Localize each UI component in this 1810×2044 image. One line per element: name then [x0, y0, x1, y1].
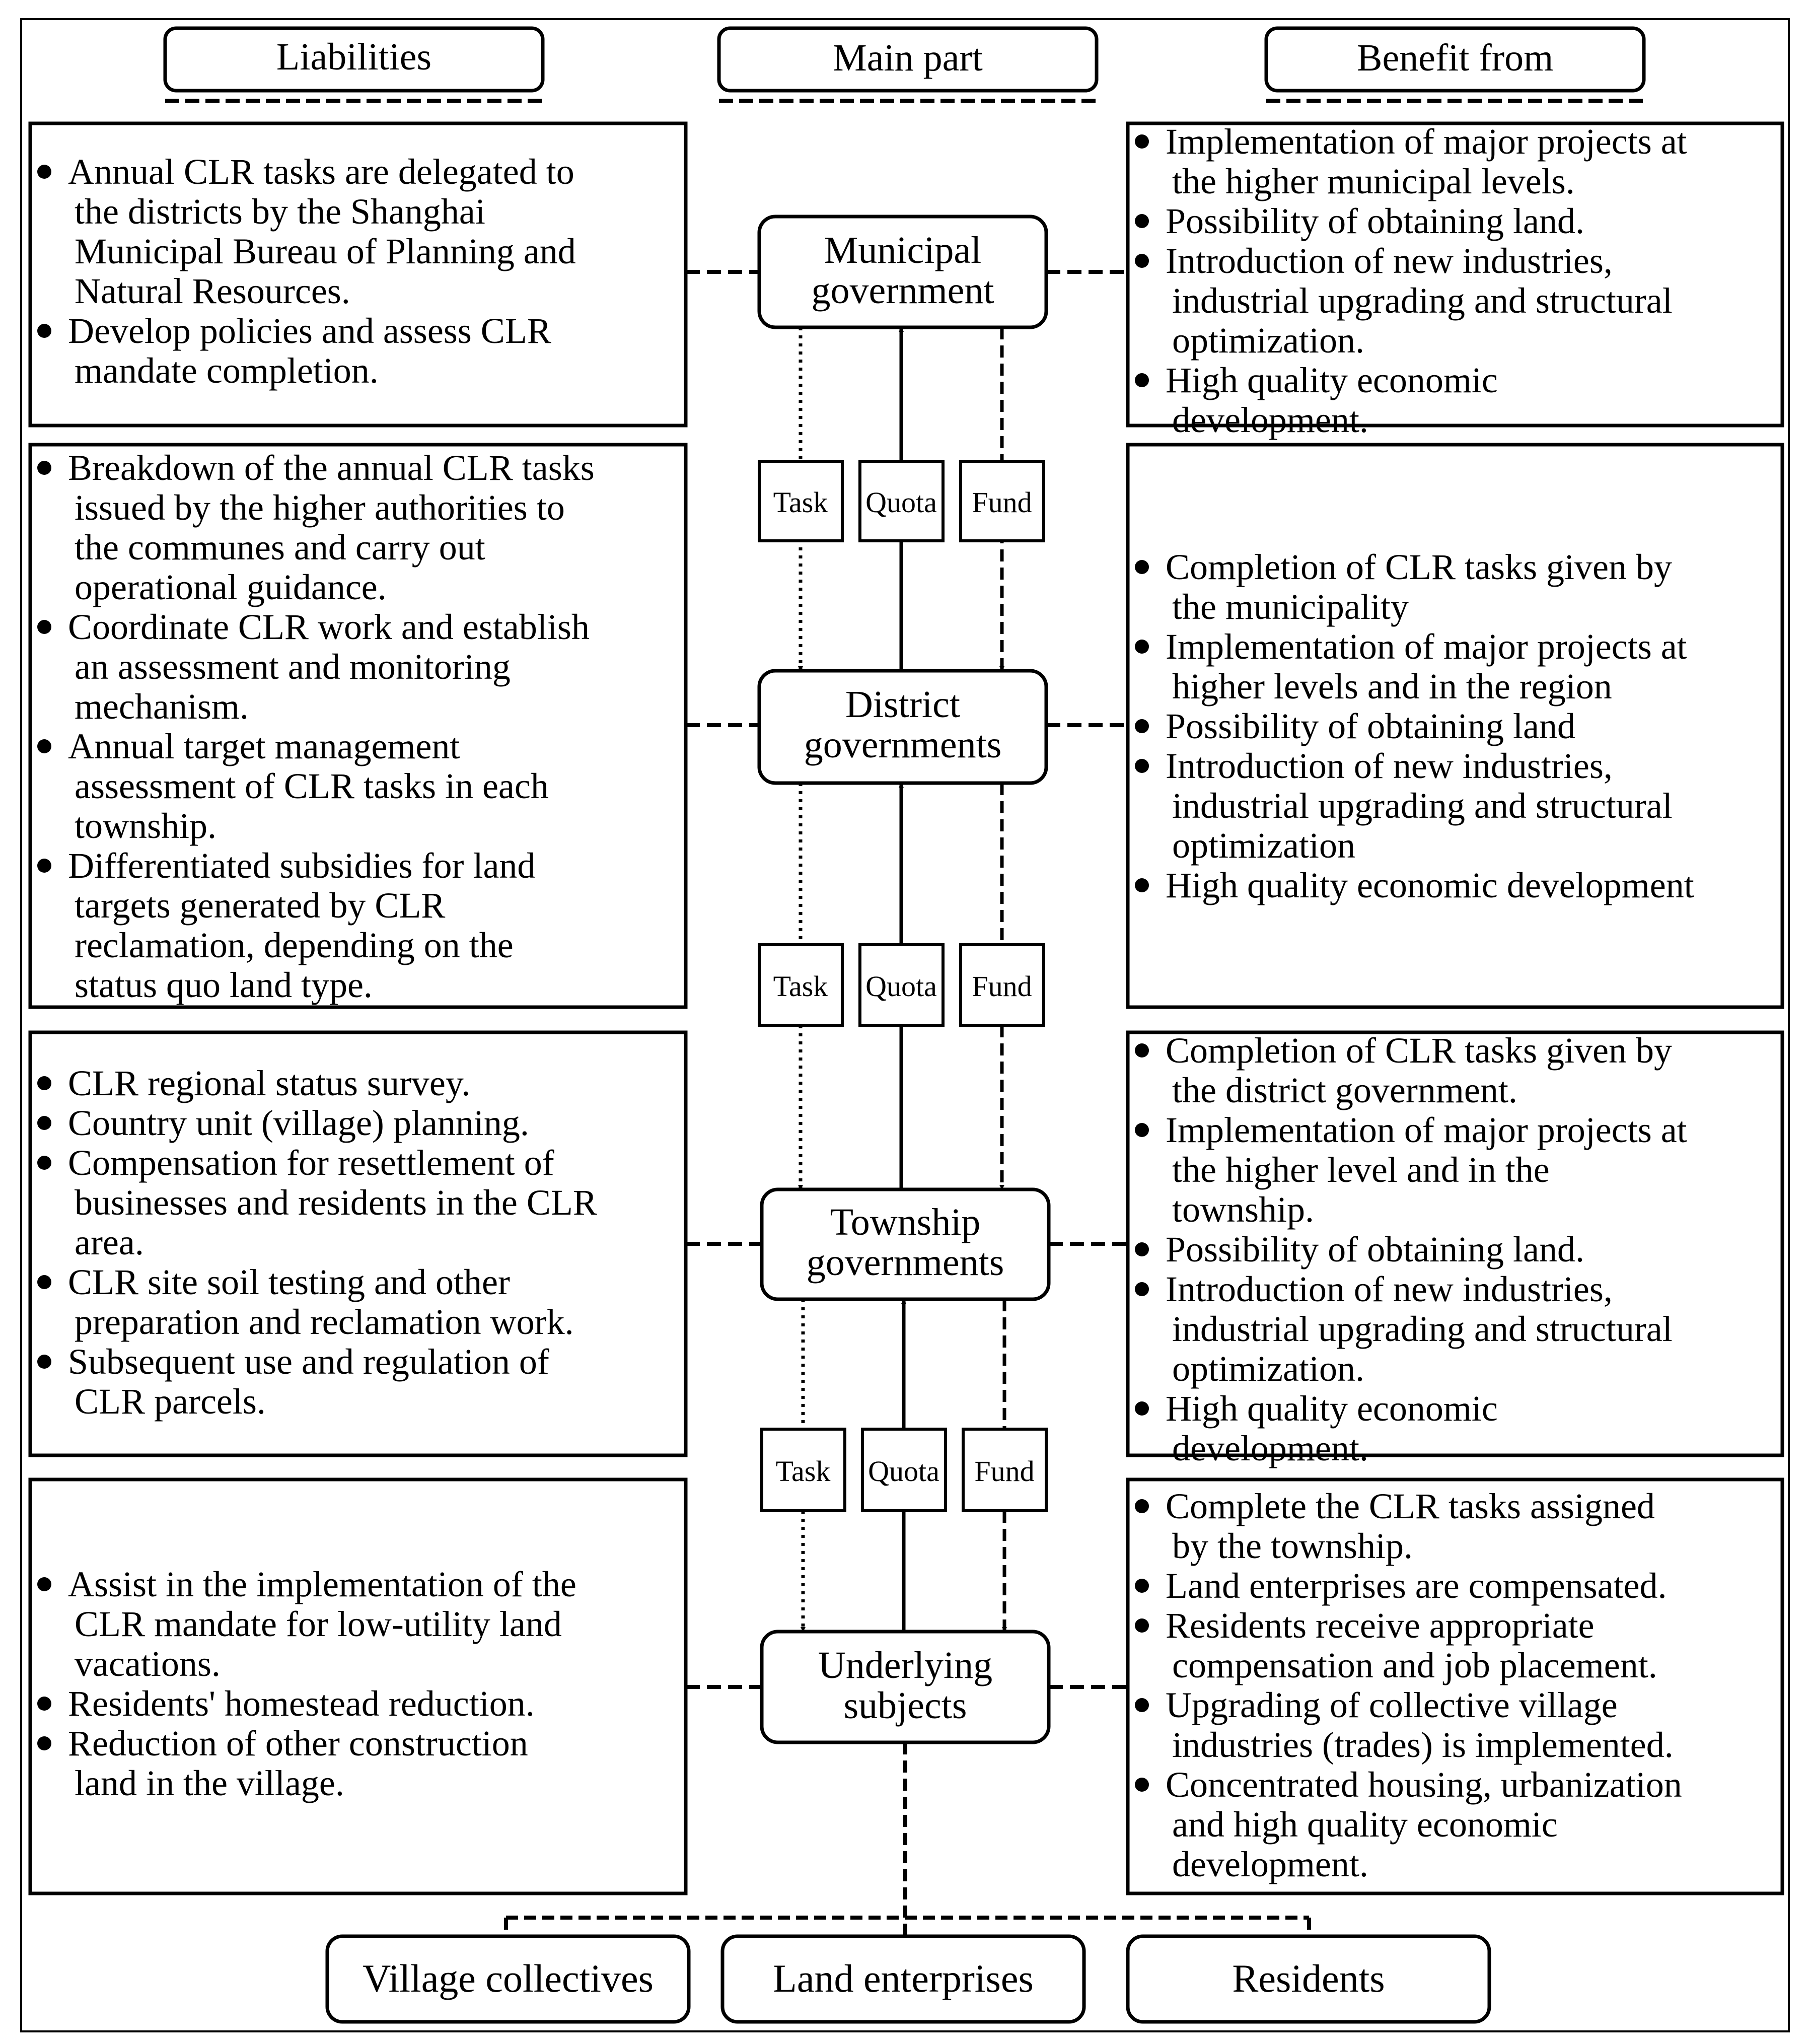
bullet-line: mandate completion. [75, 350, 379, 391]
bullet-line: compensation and job placement. [1172, 1645, 1657, 1685]
bullet-line: industrial upgrading and structural [1172, 1309, 1673, 1349]
bullet-line: High quality economic development [1166, 865, 1694, 905]
bullet-icon [1135, 1282, 1149, 1296]
bullet-line: higher levels and in the region [1172, 666, 1612, 707]
bullet-line: CLR mandate for low-utility land [75, 1604, 562, 1644]
bullet-icon [1135, 254, 1149, 268]
bullet-line: development. [1172, 400, 1368, 440]
bullet-line: Country unit (village) planning. [68, 1103, 529, 1143]
entity-land-enterprises-label: Land enterprises [773, 1956, 1034, 2000]
bullet-line: Concentrated housing, urbanization [1166, 1765, 1682, 1805]
bullet-icon [1135, 134, 1149, 149]
node-township-governments [762, 1189, 1049, 1299]
bullet-line: Natural Resources. [75, 271, 350, 311]
bullet-icon [1135, 214, 1149, 228]
bullet-line: development. [1172, 1428, 1368, 1468]
fund-label: Fund [972, 486, 1032, 519]
bullet-icon [37, 1156, 51, 1170]
bullet-line: by the township. [1172, 1526, 1413, 1566]
bullet-line: Completion of CLR tasks given by [1166, 1030, 1672, 1071]
bullet-line: operational guidance. [75, 567, 387, 607]
bullet-line: Implementation of major projects at [1166, 626, 1687, 667]
bullet-icon [1135, 719, 1149, 733]
bullet-line: Completion of CLR tasks given by [1166, 547, 1672, 587]
bullet-icon [1135, 1579, 1149, 1593]
bullet-line: Possibility of obtaining land. [1166, 1229, 1585, 1270]
bullet-line: area. [75, 1222, 144, 1262]
node-underlying-subjects [762, 1632, 1049, 1742]
bullet-line: Annual CLR tasks are delegated to [68, 152, 574, 192]
header-benefit-from-label: Benefit from [1356, 37, 1554, 79]
bullet-line: an assessment and monitoring [75, 647, 511, 687]
bullet-icon [1135, 1499, 1149, 1513]
bullet-line: and high quality economic [1172, 1804, 1558, 1845]
bullet-icon [37, 1577, 51, 1591]
bullet-line: Introduction of new industries, [1166, 1269, 1613, 1309]
bullet-line: Upgrading of collective village [1166, 1685, 1618, 1725]
bullet-line: Annual target management [68, 726, 460, 766]
bullet-line: businesses and residents in the CLR [75, 1182, 597, 1223]
node-municipal-line1: Municipal [824, 229, 982, 271]
bullet-line: the communes and carry out [75, 527, 485, 568]
bullet-line: development. [1172, 1844, 1368, 1884]
bullet-line: the districts by the Shanghai [75, 191, 485, 232]
bullet-line: status quo land type. [75, 965, 373, 1005]
bullet-line: Residents' homestead reduction. [68, 1683, 535, 1724]
bullet-line: Complete the CLR tasks assigned [1166, 1486, 1655, 1526]
bullet-line: Implementation of major projects at [1166, 1110, 1687, 1150]
bullet-icon [1135, 878, 1149, 892]
task-label: Task [773, 970, 828, 1003]
bullet-line: targets generated by CLR [75, 885, 446, 926]
bullet-line: the higher level and in the [1172, 1150, 1550, 1190]
bullet-line: land in the village. [75, 1763, 344, 1803]
bullet-line: Differentiated subsidies for land [68, 845, 536, 886]
bullet-icon [1135, 1698, 1149, 1712]
bullet-line: optimization. [1172, 320, 1364, 361]
fund-label: Fund [974, 1455, 1035, 1488]
bullet-line: vacations. [75, 1644, 221, 1684]
bullet-line: Possibility of obtaining land [1166, 706, 1576, 746]
bullet-icon [37, 461, 51, 475]
bullet-icon [1135, 1123, 1149, 1137]
bullet-line: Municipal Bureau of Planning and [75, 231, 576, 271]
bullet-line: preparation and reclamation work. [75, 1302, 574, 1342]
node-township-line2: governments [806, 1241, 1004, 1284]
bullet-line: mechanism. [75, 686, 249, 727]
entity-village-collectives [327, 1936, 689, 2022]
fund-label: Fund [972, 970, 1032, 1003]
bullet-line: Implementation of major projects at [1166, 121, 1687, 162]
bullet-icon [1135, 560, 1149, 574]
bullet-line: township. [75, 806, 217, 846]
entity-residents [1128, 1936, 1489, 2022]
bullet-icon [37, 1076, 51, 1090]
node-underlying-line1: Underlying [818, 1644, 993, 1686]
flow-labels-row1 [759, 461, 1044, 541]
bullet-icon [37, 1275, 51, 1289]
quota-label: Quota [865, 486, 937, 519]
quota-label: Quota [868, 1455, 939, 1488]
bullet-line: assessment of CLR tasks in each [75, 766, 549, 806]
bullet-line: issued by the higher authorities to [75, 487, 565, 528]
bullet-line: Reduction of other construction [68, 1723, 528, 1764]
header-liabilities [165, 28, 543, 101]
bullet-icon [1135, 1242, 1149, 1256]
bullet-line: the district government. [1172, 1070, 1517, 1110]
bullet-line: CLR regional status survey. [68, 1063, 471, 1103]
bullet-line: Coordinate CLR work and establish [68, 607, 590, 647]
bullet-line: Subsequent use and regulation of [68, 1342, 549, 1382]
bullet-icon [1135, 1043, 1149, 1058]
flow-labels-row3 [762, 1429, 1046, 1511]
bullet-line: Residents receive appropriate [1166, 1605, 1595, 1646]
bullet-line: Develop policies and assess CLR [68, 311, 551, 351]
bullet-icon [1135, 1618, 1149, 1633]
bullet-icon [37, 859, 51, 873]
bullet-line: the municipality [1172, 587, 1409, 627]
node-district-line2: governments [804, 724, 1002, 766]
node-underlying-line2: subjects [843, 1684, 967, 1727]
task-label: Task [775, 1455, 831, 1488]
entity-residents-label: Residents [1232, 1956, 1385, 2000]
header-main-part [719, 28, 1097, 101]
bullet-line: Introduction of new industries, [1166, 746, 1613, 786]
bullet-icon [37, 165, 51, 179]
bullet-line: industrial upgrading and structural [1172, 786, 1673, 826]
bullet-icon [1135, 759, 1149, 773]
bullet-line: CLR parcels. [75, 1381, 266, 1422]
bullet-icon [37, 1736, 51, 1750]
bullet-icon [37, 1697, 51, 1711]
node-municipal-government [759, 217, 1046, 327]
bullet-icon [37, 739, 51, 753]
node-district-line1: District [845, 683, 960, 726]
quota-label: Quota [865, 970, 937, 1003]
node-municipal-line2: government [811, 269, 994, 312]
header-liabilities-label: Liabilities [276, 36, 432, 78]
bullet-line: Land enterprises are compensated. [1166, 1566, 1667, 1606]
bullet-line: optimization. [1172, 1349, 1364, 1389]
bullet-line: township. [1172, 1189, 1315, 1230]
entity-land-enterprises [722, 1936, 1084, 2022]
bullet-line: High quality economic [1166, 360, 1498, 400]
bullet-icon [1135, 1401, 1149, 1416]
bullet-icon [37, 620, 51, 634]
task-label: Task [773, 486, 828, 519]
header-main-part-label: Main part [833, 37, 983, 79]
bullet-icon [37, 324, 51, 338]
bullet-line: CLR site soil testing and other [68, 1262, 510, 1302]
bullet-line: Compensation for resettlement of [68, 1143, 554, 1183]
bullet-line: reclamation, depending on the [75, 925, 514, 965]
bullet-line: optimization [1172, 825, 1355, 866]
bullet-icon [1135, 640, 1149, 654]
bullet-line: Assist in the implementation of the [68, 1564, 576, 1604]
node-district-governments [759, 671, 1046, 783]
bullet-icon [1135, 373, 1149, 387]
header-benefit-from [1266, 28, 1644, 101]
flow-labels-row2 [759, 945, 1044, 1025]
bullet-icon [37, 1116, 51, 1130]
bullet-icon [1135, 1778, 1149, 1792]
node-township-line1: Township [830, 1201, 981, 1243]
bullet-line: High quality economic [1166, 1388, 1498, 1429]
bullet-line: Possibility of obtaining land. [1166, 201, 1585, 241]
bullet-line: the higher municipal levels. [1172, 161, 1575, 201]
entity-village-collectives-label: Village collectives [363, 1956, 654, 2000]
bullet-icon [37, 1355, 51, 1369]
bullet-line: industries (trades) is implemented. [1172, 1725, 1674, 1765]
bullet-line: Introduction of new industries, [1166, 241, 1613, 281]
bullet-line: industrial upgrading and structural [1172, 280, 1673, 321]
bullet-line: Breakdown of the annual CLR tasks [68, 448, 595, 488]
